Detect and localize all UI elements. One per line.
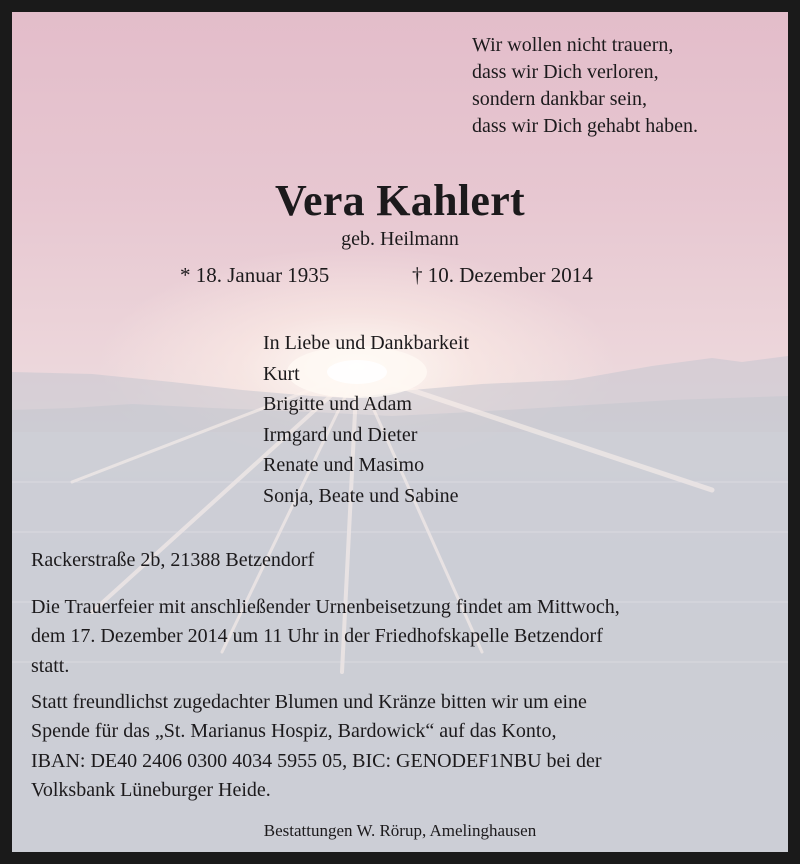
mourners-line: Brigitte und Adam — [263, 393, 412, 416]
donation-line: IBAN: DE40 2406 0300 4034 5955 05, BIC: GENODEF1NBU bei der — [31, 749, 602, 772]
family-address: Rackerstraße 2b, 21388 Betzendorf — [31, 549, 315, 571]
deceased-name: Vera Kahlert — [274, 176, 526, 225]
funeral-notice-line: dem 17. Dezember 2014 um 11 Uhr in der Friedhofskapelle Betzendorf — [31, 625, 603, 648]
birth-name: geb. Heilmann — [341, 228, 459, 250]
death-date: † 10. Dezember 2014 — [412, 263, 593, 287]
poem-line: sondern dankbar sein, — [472, 88, 647, 110]
undertaker-credit: Bestattungen W. Rörup, Amelinghausen — [263, 821, 537, 840]
memorial-poem — [472, 32, 698, 140]
mourners-line: Kurt — [263, 362, 300, 385]
donation-line: Statt freundlichst zugedachter Blumen und Kränze bitten wir um eine — [31, 691, 587, 713]
mourners-line: Sonja, Beate und Sabine — [263, 484, 459, 507]
poem-line: dass wir Dich verloren, — [472, 61, 659, 83]
mourners-line: Irmgard und Dieter — [263, 423, 418, 446]
life-dates — [180, 263, 593, 288]
mourners-line: Renate und Masimo — [263, 454, 425, 477]
donation-request — [31, 688, 781, 806]
poem-line: Wir wollen nicht trauern, — [472, 34, 674, 56]
donation-line: Spende für das „St. Marianus Hospiz, Bardowick“ auf das Konto, — [31, 720, 557, 743]
donation-line: Volksbank Lüneburger Heide. — [31, 779, 271, 802]
birth-date: * 18. Januar 1935 — [180, 263, 330, 287]
funeral-notice-line: statt. — [31, 654, 70, 677]
mourners-line: In Liebe und Dankbarkeit — [263, 332, 470, 354]
funeral-notice-line: Die Trauerfeier mit anschließender Urnenbeisetzung findet am Mittwoch, — [31, 596, 620, 618]
mourners-list — [263, 328, 469, 512]
funeral-notice — [31, 593, 781, 681]
obituary-card — [12, 12, 788, 852]
poem-line: dass wir Dich gehabt haben. — [472, 115, 699, 137]
